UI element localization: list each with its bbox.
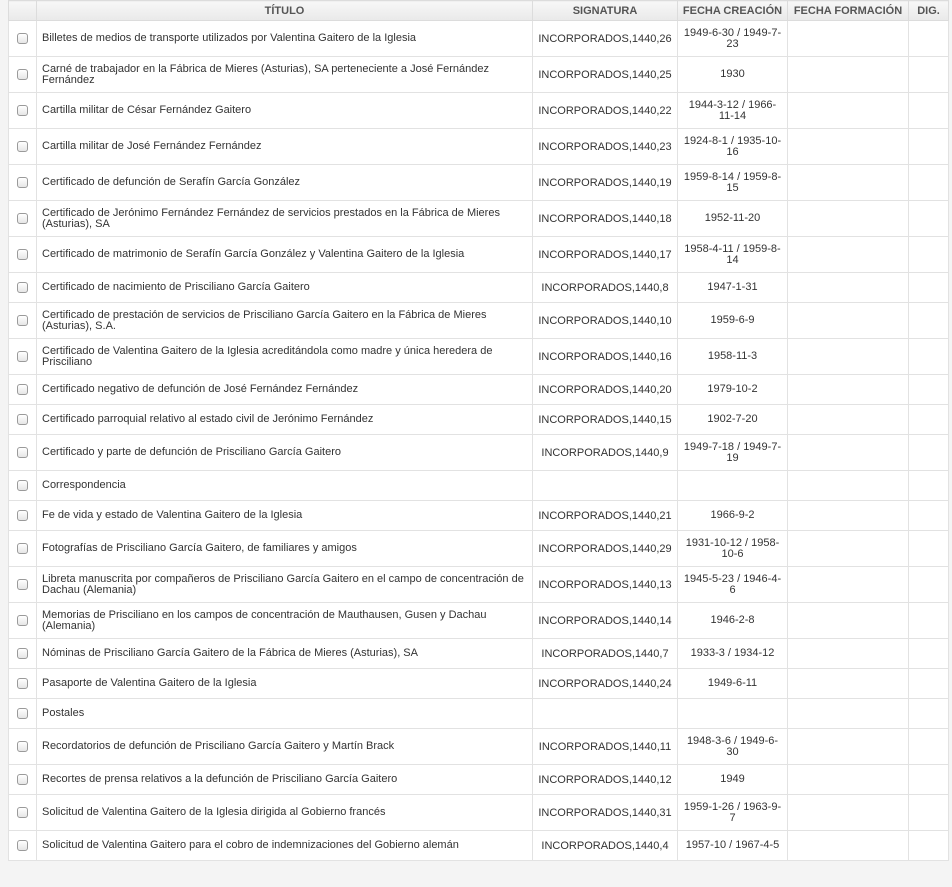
row-fecha-creacion: 1952-11-20 [678,201,788,237]
row-fecha-formacion [788,57,909,93]
row-fecha-creacion: 1958-4-11 / 1959-8-14 [678,237,788,273]
row-select-cell [9,375,37,405]
table-row[interactable] [9,669,949,699]
row-fecha-creacion [678,699,788,729]
row-signatura: INCORPORADOS,1440,26 [533,21,678,57]
header-checkbox-column [9,1,37,21]
table-row[interactable] [9,567,949,603]
row-fecha-creacion: 1945-5-23 / 1946-4-6 [678,567,788,603]
row-checkbox[interactable] [17,480,28,491]
row-titulo[interactable]: Certificado negativo de defunción de José Fernández Fernández [37,375,533,405]
row-titulo[interactable]: Fe de vida y estado de Valentina Gaitero de la Iglesia [37,501,533,531]
row-fecha-creacion: 1958-11-3 [678,339,788,375]
row-titulo[interactable]: Memorias de Prisciliano en los campos de concentración de Mauthausen, Gusen y Dachau (Alemania) [37,603,533,639]
table-body [9,21,949,861]
row-titulo[interactable]: Pasaporte de Valentina Gaitero de la Iglesia [37,669,533,699]
row-checkbox[interactable] [17,414,28,425]
row-titulo[interactable]: Billetes de medios de transporte utilizados por Valentina Gaitero de la Iglesia [37,21,533,57]
row-fecha-creacion: 1959-1-26 / 1963-9-7 [678,795,788,831]
row-select-cell [9,765,37,795]
row-fecha-creacion: 1933-3 / 1934-12 [678,639,788,669]
table-row[interactable] [9,303,949,339]
row-checkbox[interactable] [17,741,28,752]
row-dig [909,375,949,405]
row-dig [909,405,949,435]
row-select-cell [9,93,37,129]
results-table [8,0,949,861]
row-fecha-creacion: 1949-7-18 / 1949-7-19 [678,435,788,471]
row-select-cell [9,795,37,831]
row-fecha-formacion [788,795,909,831]
row-select-cell [9,699,37,729]
table-row[interactable] [9,831,949,861]
row-checkbox[interactable] [17,384,28,395]
row-fecha-formacion [788,129,909,165]
row-fecha-creacion: 1966-9-2 [678,501,788,531]
row-fecha-creacion: 1949-6-30 / 1949-7-23 [678,21,788,57]
row-select-cell [9,237,37,273]
row-checkbox[interactable] [17,579,28,590]
row-titulo[interactable]: Certificado de defunción de Serafín García González [37,165,533,201]
table-row[interactable] [9,471,949,501]
row-fecha-formacion [788,273,909,303]
row-titulo[interactable]: Correspondencia [37,471,533,501]
row-dig [909,831,949,861]
row-titulo[interactable]: Certificado de prestación de servicios de Prisciliano García Gaitero en la Fábrica de Mieres (Asturias), S.A. [37,303,533,339]
row-titulo[interactable]: Solicitud de Valentina Gaitero de la Iglesia dirigida al Gobierno francés [37,795,533,831]
row-dig [909,795,949,831]
row-fecha-formacion [788,237,909,273]
row-fecha-formacion [788,435,909,471]
row-fecha-formacion [788,765,909,795]
row-signatura: INCORPORADOS,1440,29 [533,531,678,567]
row-dig [909,699,949,729]
row-checkbox[interactable] [17,510,28,521]
table-row[interactable] [9,699,949,729]
row-dig [909,21,949,57]
row-fecha-formacion [788,165,909,201]
row-dig [909,567,949,603]
row-checkbox[interactable] [17,648,28,659]
row-checkbox[interactable] [17,774,28,785]
row-fecha-formacion [788,729,909,765]
row-signatura: INCORPORADOS,1440,20 [533,375,678,405]
row-titulo[interactable]: Fotografías de Prisciliano García Gaitero, de familiares y amigos [37,531,533,567]
row-fecha-creacion: 1957-10 / 1967-4-5 [678,831,788,861]
row-titulo[interactable]: Nóminas de Prisciliano García Gaitero de la Fábrica de Mieres (Asturias), SA [37,639,533,669]
row-dig [909,765,949,795]
row-signatura: INCORPORADOS,1440,18 [533,201,678,237]
row-select-cell [9,669,37,699]
row-fecha-formacion [788,471,909,501]
row-dig [909,669,949,699]
row-fecha-creacion: 1944-3-12 / 1966-11-14 [678,93,788,129]
row-signatura: INCORPORADOS,1440,7 [533,639,678,669]
row-checkbox[interactable] [17,615,28,626]
row-checkbox[interactable] [17,177,28,188]
header-titulo[interactable]: TÍTULO [37,1,533,21]
row-dig [909,531,949,567]
row-signatura: INCORPORADOS,1440,10 [533,303,678,339]
row-signatura: INCORPORADOS,1440,16 [533,339,678,375]
table-row[interactable] [9,339,949,375]
row-fecha-formacion [788,531,909,567]
row-dig [909,129,949,165]
row-titulo[interactable]: Postales [37,699,533,729]
row-select-cell [9,201,37,237]
row-fecha-creacion: 1949 [678,765,788,795]
row-signatura: INCORPORADOS,1440,19 [533,165,678,201]
row-fecha-creacion: 1931-10-12 / 1958-10-6 [678,531,788,567]
row-select-cell [9,603,37,639]
table-row[interactable] [9,435,949,471]
row-signatura [533,699,678,729]
row-titulo[interactable]: Certificado de nacimiento de Prisciliano García Gaitero [37,273,533,303]
row-select-cell [9,729,37,765]
row-titulo[interactable]: Certificado de Jerónimo Fernández Fernández de servicios prestados en la Fábrica de Mieres (Asturias), SA [37,201,533,237]
table-row[interactable] [9,21,949,57]
row-select-cell [9,21,37,57]
row-fecha-formacion [788,501,909,531]
table-row[interactable] [9,273,949,303]
row-fecha-creacion: 1947-1-31 [678,273,788,303]
row-signatura: INCORPORADOS,1440,21 [533,501,678,531]
row-checkbox[interactable] [17,807,28,818]
row-checkbox[interactable] [17,840,28,851]
row-dig [909,639,949,669]
row-fecha-creacion: 1949-6-11 [678,669,788,699]
row-checkbox[interactable] [17,543,28,554]
row-fecha-formacion [788,567,909,603]
row-checkbox[interactable] [17,105,28,116]
header-fecha-creacion[interactable]: FECHA CREACIÓN [678,1,788,21]
row-titulo[interactable]: Certificado de Valentina Gaitero de la Iglesia acreditándola como madre y única heredera de Prisciliano [37,339,533,375]
header-signatura[interactable]: SIGNATURA [533,1,678,21]
row-fecha-formacion [788,639,909,669]
row-dig [909,501,949,531]
row-select-cell [9,639,37,669]
row-fecha-formacion [788,93,909,129]
row-signatura: INCORPORADOS,1440,8 [533,273,678,303]
row-fecha-creacion: 1946-2-8 [678,603,788,639]
row-fecha-creacion: 1924-8-1 / 1935-10-16 [678,129,788,165]
row-fecha-formacion [788,303,909,339]
row-checkbox[interactable] [17,69,28,80]
table-row[interactable] [9,531,949,567]
row-select-cell [9,339,37,375]
row-checkbox[interactable] [17,708,28,719]
row-dig [909,237,949,273]
row-dig [909,93,949,129]
row-signatura: INCORPORADOS,1440,12 [533,765,678,795]
row-fecha-formacion [788,669,909,699]
row-checkbox[interactable] [17,141,28,152]
table-row[interactable] [9,375,949,405]
row-titulo[interactable]: Recordatorios de defunción de Prisciliano García Gaitero y Martín Brack [37,729,533,765]
table-row[interactable] [9,729,949,765]
row-signatura: INCORPORADOS,1440,4 [533,831,678,861]
row-fecha-creacion: 1959-6-9 [678,303,788,339]
row-titulo[interactable]: Cartilla militar de César Fernández Gaitero [37,93,533,129]
table-row[interactable] [9,201,949,237]
row-dig [909,57,949,93]
row-checkbox[interactable] [17,213,28,224]
row-titulo[interactable]: Certificado parroquial relativo al estado civil de Jerónimo Fernández [37,405,533,435]
row-select-cell [9,273,37,303]
row-signatura: INCORPORADOS,1440,24 [533,669,678,699]
row-signatura: INCORPORADOS,1440,9 [533,435,678,471]
row-dig [909,603,949,639]
row-titulo[interactable]: Cartilla militar de José Fernández Fernández [37,129,533,165]
row-checkbox[interactable] [17,33,28,44]
row-fecha-creacion: 1979-10-2 [678,375,788,405]
table-row[interactable] [9,57,949,93]
row-fecha-creacion: 1959-8-14 / 1959-8-15 [678,165,788,201]
row-fecha-creacion [678,471,788,501]
row-select-cell [9,531,37,567]
row-select-cell [9,165,37,201]
row-titulo[interactable]: Certificado y parte de defunción de Prisciliano García Gaitero [37,435,533,471]
row-select-cell [9,405,37,435]
row-fecha-creacion: 1948-3-6 / 1949-6-30 [678,729,788,765]
table-row[interactable] [9,165,949,201]
row-signatura: INCORPORADOS,1440,14 [533,603,678,639]
row-checkbox[interactable] [17,315,28,326]
row-fecha-formacion [788,201,909,237]
row-fecha-formacion [788,375,909,405]
table-row[interactable] [9,639,949,669]
row-checkbox[interactable] [17,282,28,293]
row-select-cell [9,567,37,603]
row-titulo[interactable]: Certificado de matrimonio de Serafín García González y Valentina Gaitero de la Iglesia [37,237,533,273]
row-dig [909,303,949,339]
table-row[interactable] [9,795,949,831]
table-row[interactable] [9,765,949,795]
row-signatura [533,471,678,501]
table-row[interactable] [9,501,949,531]
row-titulo[interactable]: Recortes de prensa relativos a la defunción de Prisciliano García Gaitero [37,765,533,795]
table-row[interactable] [9,603,949,639]
row-dig [909,729,949,765]
row-dig [909,201,949,237]
row-checkbox[interactable] [17,351,28,362]
table-row[interactable] [9,237,949,273]
row-select-cell [9,303,37,339]
row-signatura: INCORPORADOS,1440,22 [533,93,678,129]
row-dig [909,471,949,501]
table-row[interactable] [9,405,949,435]
row-fecha-formacion [788,21,909,57]
row-select-cell [9,831,37,861]
row-signatura: INCORPORADOS,1440,17 [533,237,678,273]
row-fecha-creacion: 1930 [678,57,788,93]
row-dig [909,273,949,303]
row-select-cell [9,57,37,93]
row-select-cell [9,501,37,531]
row-signatura: INCORPORADOS,1440,13 [533,567,678,603]
row-signatura: INCORPORADOS,1440,25 [533,57,678,93]
row-checkbox[interactable] [17,678,28,689]
row-fecha-formacion [788,699,909,729]
row-dig [909,165,949,201]
row-signatura: INCORPORADOS,1440,11 [533,729,678,765]
row-fecha-formacion [788,405,909,435]
row-dig [909,435,949,471]
row-titulo[interactable]: Libreta manuscrita por compañeros de Prisciliano García Gaitero en el campo de concentración de Dachau (Alemania) [37,567,533,603]
row-select-cell [9,471,37,501]
row-signatura: INCORPORADOS,1440,23 [533,129,678,165]
table-header-row [9,1,949,21]
row-fecha-formacion [788,831,909,861]
row-select-cell [9,435,37,471]
table-row[interactable] [9,93,949,129]
table-row[interactable] [9,129,949,165]
row-signatura: INCORPORADOS,1440,15 [533,405,678,435]
row-fecha-formacion [788,339,909,375]
row-checkbox[interactable] [17,447,28,458]
row-dig [909,339,949,375]
row-titulo[interactable]: Solicitud de Valentina Gaitero para el cobro de indemnizaciones del Gobierno alemán [37,831,533,861]
row-fecha-formacion [788,603,909,639]
header-fecha-formacion[interactable]: FECHA FORMACIÓN [788,1,909,21]
row-select-cell [9,129,37,165]
header-dig[interactable]: DIG. [909,1,949,21]
row-checkbox[interactable] [17,249,28,260]
row-signatura: INCORPORADOS,1440,31 [533,795,678,831]
row-fecha-creacion: 1902-7-20 [678,405,788,435]
row-titulo[interactable]: Carné de trabajador en la Fábrica de Mieres (Asturias), SA perteneciente a José Fernández Fernández [37,57,533,93]
